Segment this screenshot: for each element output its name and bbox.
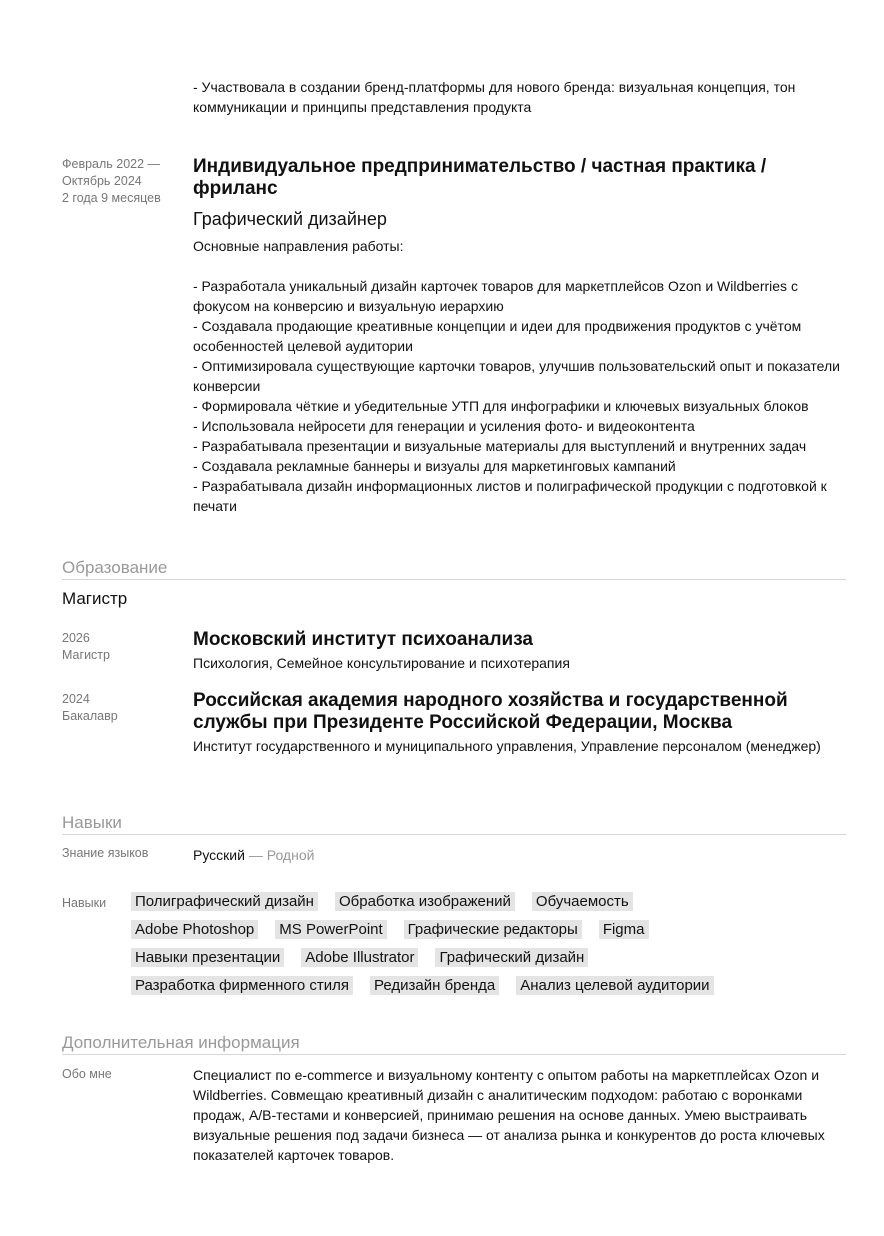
education-level: Бакалавр xyxy=(62,709,118,723)
education-meta xyxy=(62,691,182,725)
education-section-title: Образование xyxy=(62,558,846,580)
skills-section-title: Навыки xyxy=(62,813,846,835)
about-text: Специалист по e-commerce и визуальному контенту с опытом работы на маркетплейсах Ozon и Wildberries. Совмещаю креативный дизайн с аналитическим подходом: работаю с воронками продаж, A/B-тестами и конверсией, принимаю решения на основе данных. Умею выстраивать визуальные решения под задачи бизнеса — от анализа рынка и конкурентов до роста ключевых показателей карточек товаров. xyxy=(193,1067,825,1163)
skill-tag: Графический дизайн xyxy=(435,948,588,967)
skill-tag: Полиграфический дизайн xyxy=(131,892,318,911)
skill-tag: Adobe Illustrator xyxy=(301,948,418,967)
job-bullet: - Разработала уникальный дизайн карточек товаров для маркетплейсов Ozon и Wildberries с фокусом на конверсию и визуальную иерархию xyxy=(193,278,798,314)
job-bullet: - Оптимизировала существующие карточки товаров, улучшив пользовательский опыт и показатели конверсии xyxy=(193,358,840,394)
education-details xyxy=(193,629,846,673)
job-bullet: - Разрабатывала дизайн информационных листов и полиграфической продукции с подготовкой к печати xyxy=(193,478,827,514)
period-duration: 2 года 9 месяцев xyxy=(62,191,161,205)
experience-period xyxy=(62,156,182,207)
language-level: — Родной xyxy=(248,847,315,863)
job-bullets xyxy=(193,276,846,516)
job-position: Графический дизайнер xyxy=(193,209,387,229)
previous-job-bullet: - Участвовала в создании бренд-платформы для нового бренда: визуальная концепция, тон коммуникации и принципы представления продукта xyxy=(193,79,796,115)
institution-name: Московский институт психоанализа xyxy=(193,629,533,650)
about-label: Обо мне xyxy=(62,1067,112,1081)
skill-tag: Графические редакторы xyxy=(404,920,582,939)
skill-tags xyxy=(131,892,784,1004)
additional-section-title: Дополнительная информация xyxy=(62,1033,846,1055)
skill-tag: Разработка фирменного стиля xyxy=(131,976,353,995)
skill-tag: Figma xyxy=(599,920,649,939)
job-bullet: - Создавала продающие креативные концепции и идеи для продвижения продуктов с учётом особенностей целевой аудитории xyxy=(193,318,802,354)
skill-tag-line xyxy=(131,920,784,948)
job-intro: Основные направления работы: xyxy=(193,238,404,254)
education-year: 2026 xyxy=(62,631,90,645)
job-bullet: - Создавала рекламные баннеры и визуалы для маркетинговых кампаний xyxy=(193,458,676,474)
language-name: Русский xyxy=(193,847,245,863)
skill-tag: Adobe Photoshop xyxy=(131,920,258,939)
job-bullet: - Использовала нейросети для генерации и усиления фото- и видеоконтента xyxy=(193,418,695,434)
company-name: Индивидуальное предпринимательство / частная практика / фриланс xyxy=(193,156,767,199)
experience-details xyxy=(193,156,846,516)
period-start: Февраль 2022 — xyxy=(62,157,161,171)
skill-tag: Обучаемость xyxy=(532,892,633,911)
education-degree: Магистр xyxy=(62,589,128,608)
job-bullet: - Разрабатывала презентации и визуальные материалы для выступлений и внутренних задач xyxy=(193,438,807,454)
institution-name: Российская академия народного хозяйства и государственной службы при Президенте Российской Федерации, Москва xyxy=(193,690,788,733)
languages-label: Знание языков xyxy=(62,846,149,860)
education-year: 2024 xyxy=(62,692,90,706)
institution-details: Институт государственного и муниципального управления, Управление персоналом (менеджер) xyxy=(193,738,821,754)
skill-tag: Анализ целевой аудитории xyxy=(516,976,713,995)
skill-tag: Редизайн бренда xyxy=(370,976,499,995)
language-entry xyxy=(193,845,846,865)
skill-tag-line xyxy=(131,976,784,1004)
education-level: Магистр xyxy=(62,648,110,662)
institution-details: Психология, Семейное консультирование и психотерапия xyxy=(193,655,570,671)
skill-tag: Навыки презентации xyxy=(131,948,284,967)
skills-label: Навыки xyxy=(62,896,107,910)
education-meta xyxy=(62,630,182,664)
skill-tag: MS PowerPoint xyxy=(275,920,386,939)
job-bullet: - Формировала чёткие и убедительные УТП для инфографики и ключевых визуальных блоков xyxy=(193,398,809,414)
skill-tag-line xyxy=(131,892,784,920)
skill-tag: Обработка изображений xyxy=(335,892,515,911)
skill-tag-line xyxy=(131,948,784,976)
period-end: Октябрь 2024 xyxy=(62,174,142,188)
education-details xyxy=(193,690,846,756)
